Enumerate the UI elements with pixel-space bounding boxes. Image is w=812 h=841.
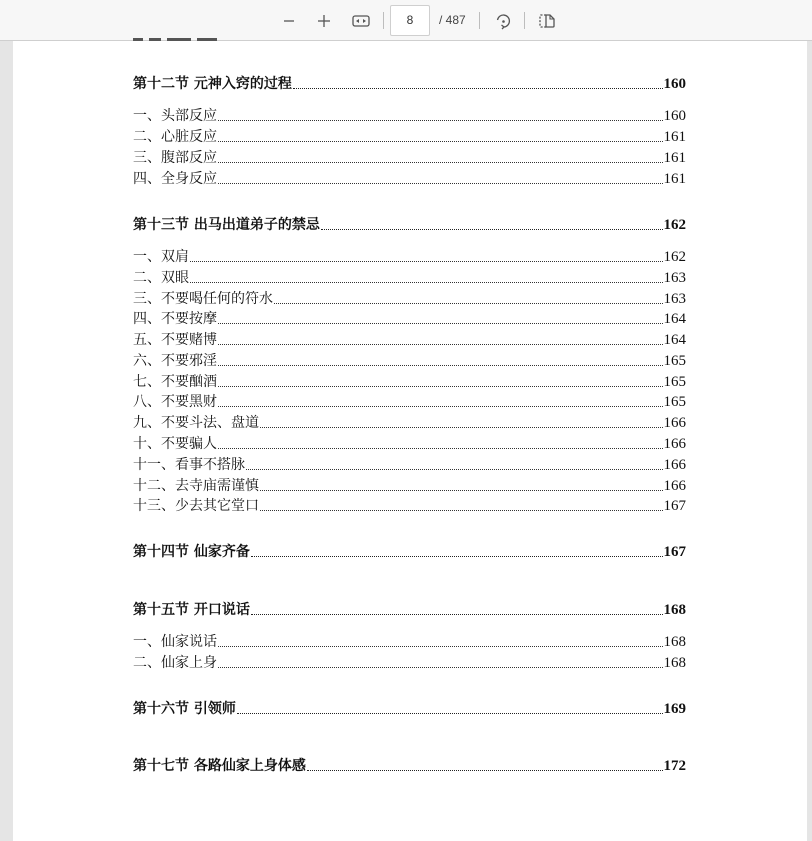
toc-entry-page-number: 165 <box>663 394 686 410</box>
toc-entry-page-number: 162 <box>663 217 686 233</box>
toc-section-entry[interactable] <box>133 755 686 775</box>
toc-entry-title: 四、全身反应 <box>133 171 217 187</box>
two-page-view-icon <box>538 13 556 29</box>
toc-subsection-entry[interactable] <box>133 433 686 453</box>
toc-subsection-entry[interactable] <box>133 168 686 188</box>
toc-entry-page-number: 161 <box>663 150 686 166</box>
fit-width-button[interactable] <box>348 8 374 34</box>
toc-subsection-entry[interactable] <box>133 267 686 287</box>
toc-entry-page-number: 167 <box>663 498 686 514</box>
toc-subsection-entry[interactable] <box>133 391 686 411</box>
toc-entry-title: 十、不要骗人 <box>133 436 217 452</box>
cut-off-previous-line <box>133 35 273 43</box>
dot-leader <box>260 510 663 511</box>
dot-leader <box>218 667 663 668</box>
rotate-icon <box>494 12 512 30</box>
pdf-page <box>13 41 807 841</box>
toc-subsection-entry[interactable] <box>133 329 686 349</box>
toc-entry-page-number: 163 <box>663 291 686 307</box>
toc-entry-page-number: 172 <box>663 758 686 774</box>
dot-leader <box>293 88 663 89</box>
toc-entry-page-number: 165 <box>663 374 686 390</box>
toc-entry-title: 九、不要斗法、盘道 <box>133 415 259 431</box>
toc-entry-title: 六、不要邪淫 <box>133 353 217 369</box>
toc-entry-page-number: 164 <box>663 311 686 327</box>
dot-leader <box>218 365 663 366</box>
dot-leader <box>321 229 663 230</box>
toc-entry-title: 一、仙家说话 <box>133 634 217 650</box>
dot-leader <box>218 183 663 184</box>
toc-subsection-entry[interactable] <box>133 105 686 125</box>
toc-entry-title: 十三、少去其它堂口 <box>133 498 259 514</box>
toc-subsection-entry[interactable] <box>133 454 686 474</box>
toc-subsection-entry[interactable] <box>133 495 686 515</box>
toc-entry-title: 第十六节 引领师 <box>133 701 236 717</box>
toc-section-entry[interactable] <box>133 698 686 718</box>
toc-entry-title: 第十七节 各路仙家上身体感 <box>133 758 306 774</box>
dot-leader <box>251 614 663 615</box>
toc-entry-title: 第十二节 元神入窍的过程 <box>133 76 292 92</box>
dot-leader <box>218 344 663 345</box>
toc-entry-title: 一、头部反应 <box>133 108 217 124</box>
toc-subsection-entry[interactable] <box>133 308 686 328</box>
toc-entry-title: 二、双眼 <box>133 270 189 286</box>
toc-section-entry[interactable] <box>133 214 686 234</box>
toc-entry-title: 一、双肩 <box>133 249 189 265</box>
zoom-in-button[interactable] <box>311 8 337 34</box>
toc-entry-page-number: 168 <box>663 634 686 650</box>
toc-entry-title: 二、仙家上身 <box>133 655 217 671</box>
toc-entry-title: 三、腹部反应 <box>133 150 217 166</box>
toc-entry-page-number: 160 <box>663 108 686 124</box>
toc-subsection-entry[interactable] <box>133 631 686 651</box>
rotate-button[interactable] <box>490 8 516 34</box>
dot-leader <box>218 406 663 407</box>
fit-width-icon <box>352 14 370 28</box>
toc-entry-page-number: 168 <box>663 655 686 671</box>
toc-entry-page-number: 161 <box>663 171 686 187</box>
dot-leader <box>190 261 663 262</box>
toolbar-divider <box>479 12 480 29</box>
dot-leader <box>218 386 663 387</box>
toc-section-entry[interactable] <box>133 599 686 619</box>
minus-icon <box>282 14 296 28</box>
dot-leader <box>246 469 663 470</box>
toc-section-entry[interactable] <box>133 73 686 93</box>
toc-entry-page-number: 166 <box>663 415 686 431</box>
toc-subsection-entry[interactable] <box>133 147 686 167</box>
toc-entry-page-number: 166 <box>663 457 686 473</box>
toc-subsection-entry[interactable] <box>133 412 686 432</box>
toc-subsection-entry[interactable] <box>133 350 686 370</box>
toc-entry-title: 第十四节 仙家齐备 <box>133 544 250 560</box>
toc-entry-page-number: 166 <box>663 478 686 494</box>
toc-subsection-entry[interactable] <box>133 246 686 266</box>
toc-entry-title: 二、心脏反应 <box>133 129 217 145</box>
toc-entry-page-number: 164 <box>663 332 686 348</box>
toc-entry-page-number: 161 <box>663 129 686 145</box>
dot-leader <box>218 646 663 647</box>
page-total-label: / 487 <box>439 13 466 27</box>
pdf-toolbar <box>0 0 812 41</box>
dot-leader <box>307 770 663 771</box>
toc-entry-title: 七、不要酗酒 <box>133 374 217 390</box>
dot-leader <box>237 713 663 714</box>
toc-subsection-entry[interactable] <box>133 475 686 495</box>
two-page-view-button[interactable] <box>534 8 560 34</box>
toc-entry-title: 十二、去寺庙需谨慎 <box>133 478 259 494</box>
toc-subsection-entry[interactable] <box>133 652 686 672</box>
dot-leader <box>251 556 663 557</box>
toc-entry-page-number: 163 <box>663 270 686 286</box>
dot-leader <box>274 303 663 304</box>
dot-leader <box>218 162 663 163</box>
toc-entry-title: 四、不要按摩 <box>133 311 217 327</box>
toc-section-entry[interactable] <box>133 541 686 561</box>
toc-entry-title: 第十三节 出马出道弟子的禁忌 <box>133 217 320 233</box>
toc-entry-page-number: 165 <box>663 353 686 369</box>
toc-subsection-entry[interactable] <box>133 126 686 146</box>
toc-subsection-entry[interactable] <box>133 288 686 308</box>
toc-entry-title: 十一、看事不搭脉 <box>133 457 245 473</box>
toc-entry-title: 五、不要赌博 <box>133 332 217 348</box>
toc-entry-page-number: 160 <box>663 76 686 92</box>
dot-leader <box>218 120 663 121</box>
dot-leader <box>218 448 663 449</box>
toc-subsection-entry[interactable] <box>133 371 686 391</box>
toolbar-divider <box>383 12 384 29</box>
dot-leader <box>260 490 663 491</box>
page-number-input[interactable]: 8 <box>390 5 430 36</box>
toc-entry-page-number: 162 <box>663 249 686 265</box>
toc-entry-page-number: 169 <box>663 701 686 717</box>
dot-leader <box>218 141 663 142</box>
toc-entry-title: 八、不要黑财 <box>133 394 217 410</box>
toc-entry-title: 第十五节 开口说话 <box>133 602 250 618</box>
toc-entry-title: 三、不要喝任何的符水 <box>133 291 273 307</box>
zoom-out-button[interactable] <box>276 8 302 34</box>
plus-icon <box>317 14 331 28</box>
toc-entry-page-number: 166 <box>663 436 686 452</box>
toc-entry-page-number: 168 <box>663 602 686 618</box>
toc-entry-page-number: 167 <box>663 544 686 560</box>
dot-leader <box>218 323 663 324</box>
toolbar-divider <box>524 12 525 29</box>
dot-leader <box>190 282 663 283</box>
dot-leader <box>260 427 663 428</box>
